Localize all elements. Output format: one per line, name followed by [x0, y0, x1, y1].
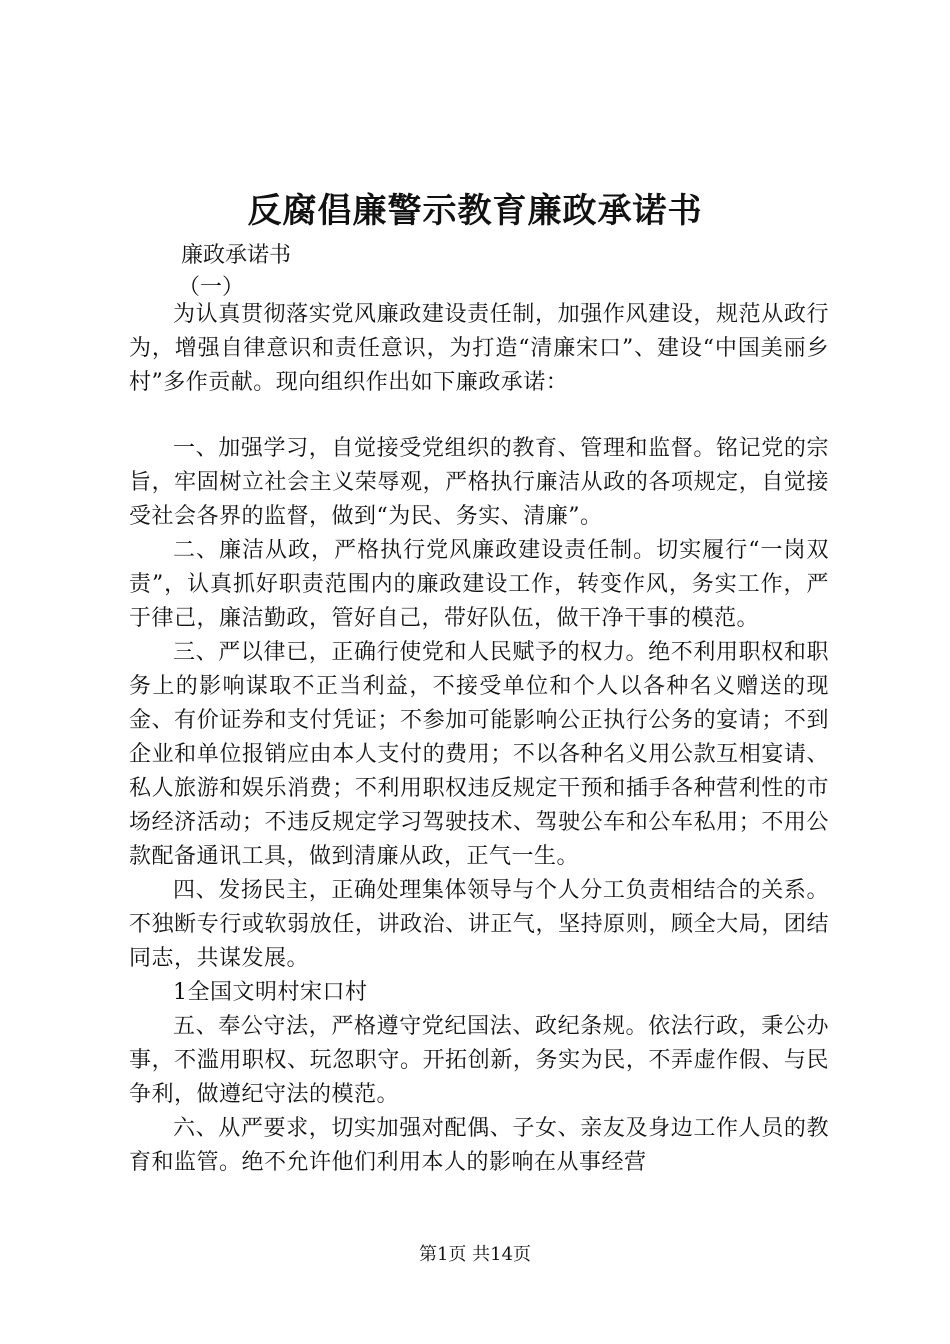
pledge-paragraph-6: 六、从严要求，切实加强对配偶、子女、亲友及身边工作人员的教育和监管。绝不允许他们利用本人的影响在从事经营 — [129, 1116, 829, 1175]
pledge-paragraph-2: 二、廉洁从政，严格执行党风廉政建设责任制。切实履行“一岗双责”，认真抓好职责范围内的廉政建设工作，转变作风，务实工作，严于律己，廉洁勤政，管好自己，带好队伍，做干净干事的模范。 — [129, 538, 829, 631]
document-subtitle: 廉政承诺书 — [181, 243, 292, 268]
document-title: 反腐倡廉警示教育廉政承诺书 — [247, 191, 703, 231]
section-number: （一） — [178, 275, 245, 300]
pledge-paragraph-4: 四、发扬民主，正确处理集体领导与个人分工负责相结合的关系。不独断专行或软弱放任，讲政治、讲正气，坚持原则，顾全大局，团结同志，共谋发展。 — [129, 878, 829, 971]
intro-paragraph: 为认真贯彻落实党风廉政建设责任制，加强作风建设，规范从政行为，增强自律意识和责任意识，为打造“清廉宋口”、建设“中国美丽乡村”多作贡献。现向组织作出如下廉政承诺： — [129, 302, 829, 395]
pledge-paragraph-1: 一、加强学习，自觉接受党组织的教育、管理和监督。铭记党的宗旨，牢固树立社会主义荣辱观，严格执行廉洁从政的各项规定，自觉接受社会各界的监督，做到“为民、务实、清廉”。 — [129, 436, 829, 529]
pledge-paragraph-3: 三、严以律已，正确行使党和人民赋予的权力。绝不利用职权和职务上的影响谋取不正当利益，不接受单位和个人以各种名义赠送的现金、有价证券和支付凭证；不参加可能影响公正执行公务的宴请；不到企业和单位报销应由本人支付的费用；不以各种名义用公款互相宴请、私人旅游和娱乐消费；不利用职权违反规定干预和插手各种营利性的市场经济活动；不违反规定学习驾驶技术、驾驶公车和公车私用；不用公款配备通讯工具，做到清廉从政，正气一生。 — [129, 640, 829, 869]
document-body — [129, 298, 829, 1180]
footnote-line: 1全国文明村宋口村 — [173, 980, 368, 1005]
page-footer: 第1页 共14页 — [418, 1244, 532, 1265]
pledge-paragraph-5: 五、奉公守法，严格遵守党纪国法、政纪条规。依法行政，秉公办事，不滥用职权、玩忽职守。开拓创新，务实为民，不弄虚作假、与民争利，做遵纪守法的模范。 — [129, 1014, 829, 1107]
